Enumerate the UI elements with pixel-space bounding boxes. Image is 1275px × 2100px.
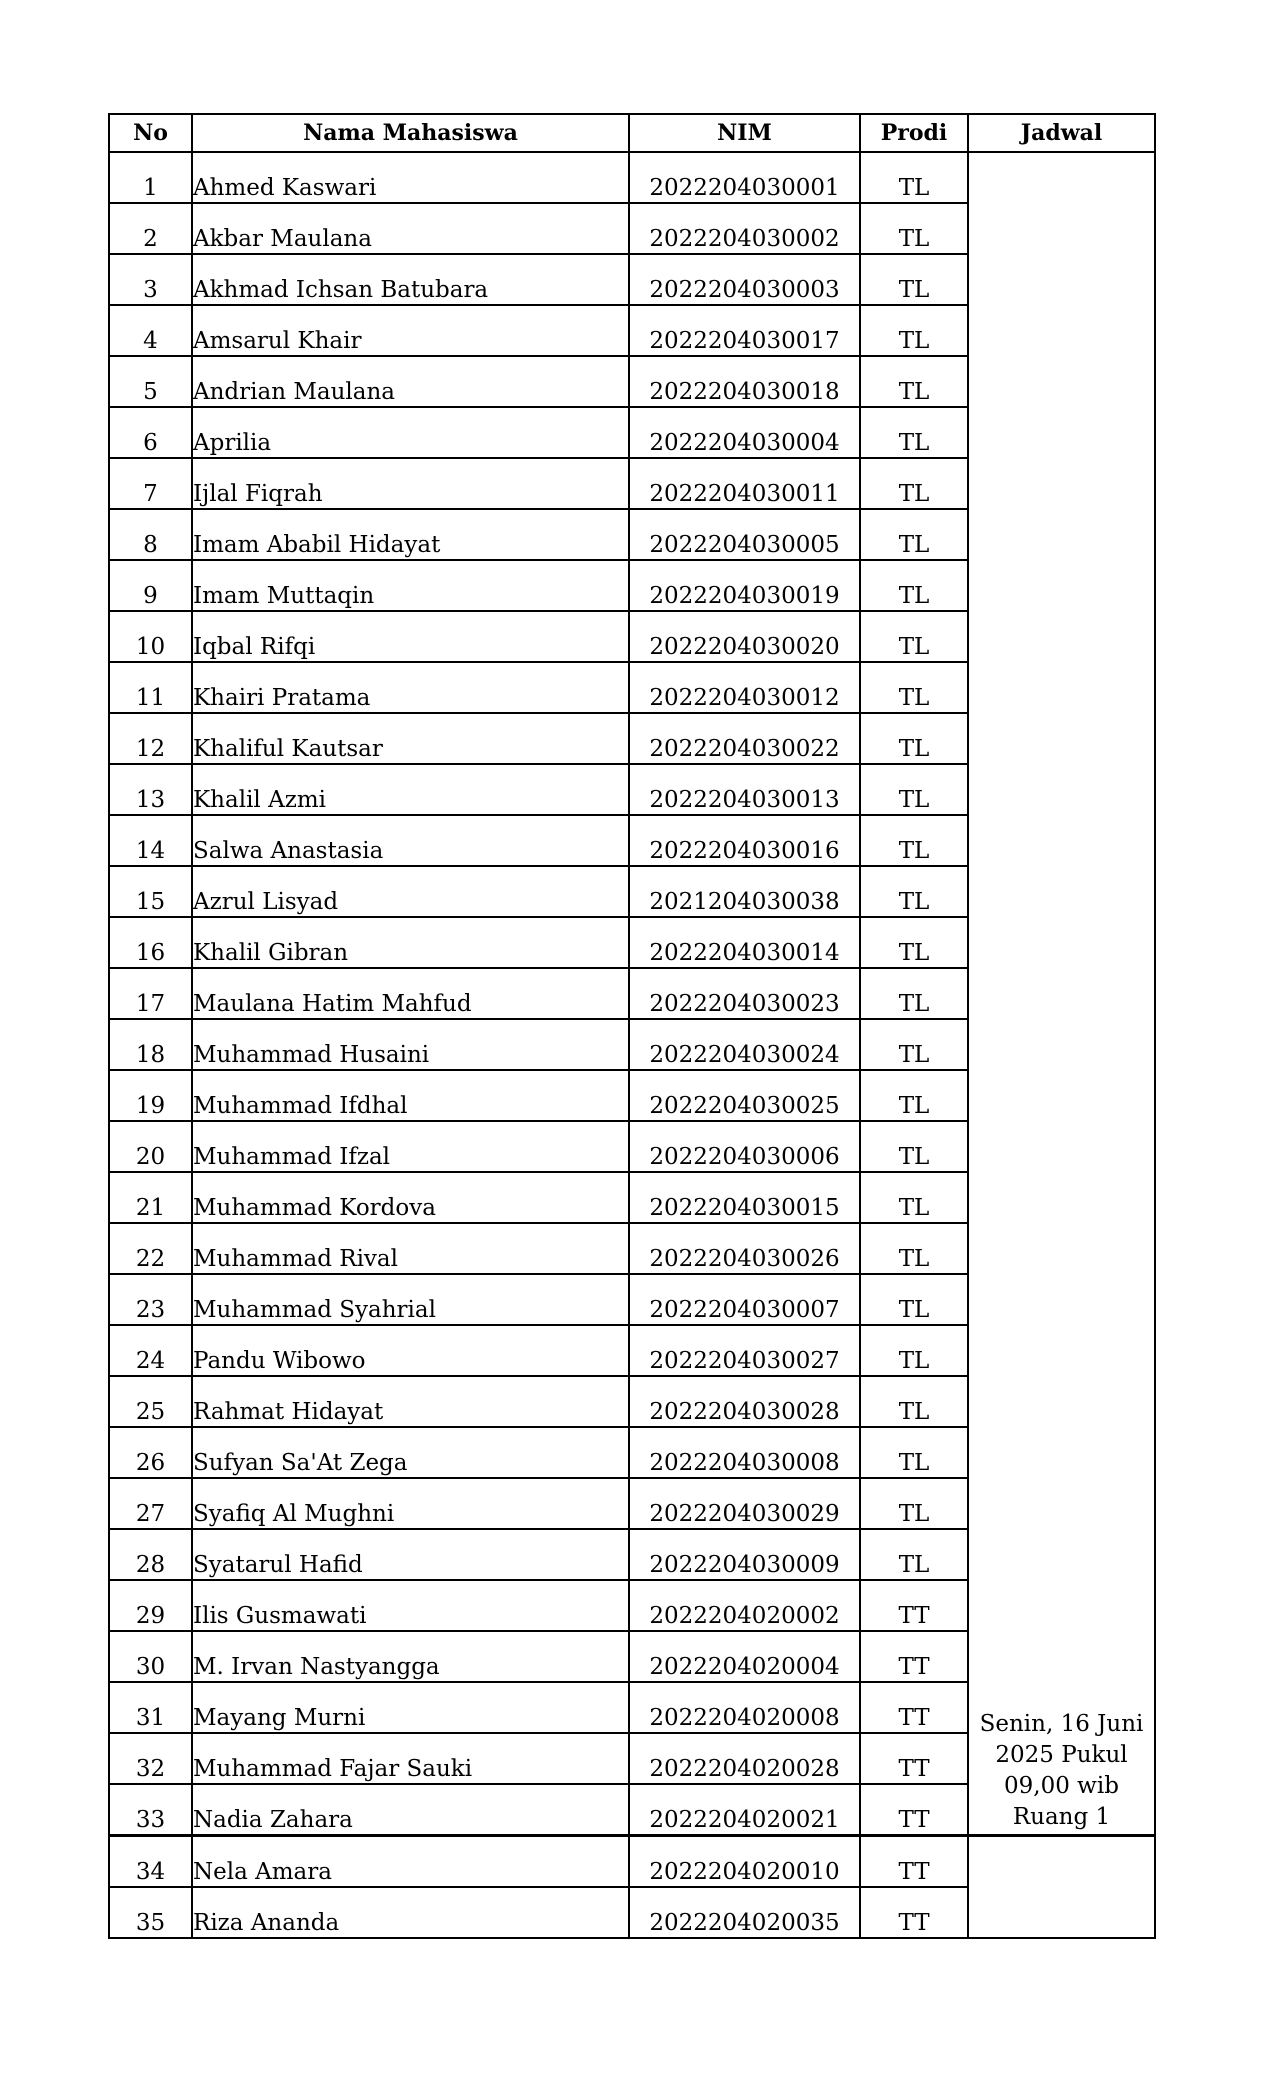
cell-nama: Syafiq Al Mughni [192, 1478, 629, 1529]
cell-nama: Pandu Wibowo [192, 1325, 629, 1376]
header-nim: NIM [629, 114, 860, 152]
cell-nama: Aprilia [192, 407, 629, 458]
cell-nim: 2022204030014 [629, 917, 860, 968]
cell-nim: 2022204030018 [629, 356, 860, 407]
table-row [109, 152, 1155, 203]
cell-no: 4 [109, 305, 192, 356]
cell-nama: Ilis Gusmawati [192, 1580, 629, 1631]
jadwal-line: 09,00 wib [1004, 1773, 1119, 1799]
cell-nama: Ijlal Fiqrah [192, 458, 629, 509]
cell-prodi: TL [860, 203, 968, 254]
cell-prodi: TL [860, 560, 968, 611]
cell-no: 27 [109, 1478, 192, 1529]
cell-prodi: TL [860, 713, 968, 764]
cell-nama: Akhmad Ichsan Batubara [192, 254, 629, 305]
cell-nama: Muhammad Husaini [192, 1019, 629, 1070]
table-body [109, 152, 1155, 1938]
cell-prodi: TL [860, 1529, 968, 1580]
cell-prodi: TL [860, 1427, 968, 1478]
cell-no: 26 [109, 1427, 192, 1478]
cell-nim: 2022204030011 [629, 458, 860, 509]
cell-no: 33 [109, 1784, 192, 1836]
cell-nim: 2022204030026 [629, 1223, 860, 1274]
cell-prodi: TL [860, 866, 968, 917]
cell-nama: Muhammad Ifzal [192, 1121, 629, 1172]
cell-nim: 2022204030008 [629, 1427, 860, 1478]
cell-prodi: TL [860, 1325, 968, 1376]
cell-nama: Imam Muttaqin [192, 560, 629, 611]
cell-prodi: TL [860, 1274, 968, 1325]
cell-prodi: TL [860, 1172, 968, 1223]
cell-nim: 2022204030025 [629, 1070, 860, 1121]
cell-nim: 2022204030029 [629, 1478, 860, 1529]
cell-nama: Khalil Azmi [192, 764, 629, 815]
cell-nama: Maulana Hatim Mahfud [192, 968, 629, 1019]
cell-prodi: TT [860, 1784, 968, 1836]
cell-prodi: TT [860, 1682, 968, 1733]
cell-prodi: TL [860, 917, 968, 968]
cell-nama: Ahmed Kaswari [192, 152, 629, 203]
cell-nama: Salwa Anastasia [192, 815, 629, 866]
cell-prodi: TL [860, 1070, 968, 1121]
cell-nama: Syatarul Hafid [192, 1529, 629, 1580]
cell-no: 11 [109, 662, 192, 713]
cell-no: 13 [109, 764, 192, 815]
cell-nim: 2022204030020 [629, 611, 860, 662]
cell-nim: 2022204030016 [629, 815, 860, 866]
cell-no: 10 [109, 611, 192, 662]
cell-prodi: TL [860, 509, 968, 560]
cell-nim: 2022204020010 [629, 1836, 860, 1888]
cell-no: 14 [109, 815, 192, 866]
cell-no: 7 [109, 458, 192, 509]
cell-no: 25 [109, 1376, 192, 1427]
cell-no: 21 [109, 1172, 192, 1223]
cell-prodi: TL [860, 1223, 968, 1274]
cell-prodi: TT [860, 1580, 968, 1631]
table-row [109, 1836, 1155, 1888]
cell-prodi: TL [860, 1019, 968, 1070]
cell-nama: Muhammad Syahrial [192, 1274, 629, 1325]
cell-no: 17 [109, 968, 192, 1019]
cell-jadwal [968, 152, 1155, 1836]
cell-nama: M. Irvan Nastyangga [192, 1631, 629, 1682]
cell-no: 24 [109, 1325, 192, 1376]
cell-prodi: TT [860, 1836, 968, 1888]
cell-nama: Mayang Murni [192, 1682, 629, 1733]
cell-no: 20 [109, 1121, 192, 1172]
cell-nim: 2022204030012 [629, 662, 860, 713]
cell-no: 2 [109, 203, 192, 254]
cell-no: 15 [109, 866, 192, 917]
header-nama: Nama Mahasiswa [192, 114, 629, 152]
cell-nim: 2022204030009 [629, 1529, 860, 1580]
cell-no: 34 [109, 1836, 192, 1888]
cell-no: 28 [109, 1529, 192, 1580]
cell-nim: 2022204030022 [629, 713, 860, 764]
cell-prodi: TL [860, 815, 968, 866]
cell-prodi: TL [860, 254, 968, 305]
jadwal-line: Senin, 16 Juni [979, 1711, 1144, 1737]
cell-prodi: TL [860, 407, 968, 458]
cell-nama: Rahmat Hidayat [192, 1376, 629, 1427]
cell-prodi: TT [860, 1733, 968, 1784]
header-row [109, 114, 1155, 152]
cell-no: 32 [109, 1733, 192, 1784]
cell-nim: 2022204020021 [629, 1784, 860, 1836]
cell-prodi: TL [860, 662, 968, 713]
cell-nama: Muhammad Kordova [192, 1172, 629, 1223]
cell-nama: Nadia Zahara [192, 1784, 629, 1836]
cell-no: 3 [109, 254, 192, 305]
cell-no: 35 [109, 1887, 192, 1938]
cell-no: 6 [109, 407, 192, 458]
cell-nim: 2022204020004 [629, 1631, 860, 1682]
cell-no: 23 [109, 1274, 192, 1325]
cell-nama: Muhammad Fajar Sauki [192, 1733, 629, 1784]
cell-nama: Muhammad Rival [192, 1223, 629, 1274]
cell-nim: 2022204030024 [629, 1019, 860, 1070]
cell-nim: 2022204020028 [629, 1733, 860, 1784]
cell-nim: 2022204020002 [629, 1580, 860, 1631]
cell-prodi: TT [860, 1887, 968, 1938]
cell-prodi: TL [860, 152, 968, 203]
cell-nim: 2022204030006 [629, 1121, 860, 1172]
cell-nim: 2022204020035 [629, 1887, 860, 1938]
jadwal-line: 2025 Pukul [995, 1742, 1128, 1768]
cell-nim: 2022204030017 [629, 305, 860, 356]
cell-prodi: TL [860, 1121, 968, 1172]
cell-prodi: TL [860, 611, 968, 662]
cell-prodi: TT [860, 1631, 968, 1682]
cell-nama: Andrian Maulana [192, 356, 629, 407]
cell-no: 1 [109, 152, 192, 203]
cell-prodi: TL [860, 356, 968, 407]
jadwal-line: Ruang 1 [1012, 1804, 1111, 1830]
cell-nama: Akbar Maulana [192, 203, 629, 254]
cell-nama: Khairi Pratama [192, 662, 629, 713]
cell-nim: 2022204030003 [629, 254, 860, 305]
cell-no: 31 [109, 1682, 192, 1733]
cell-nim: 2022204020008 [629, 1682, 860, 1733]
cell-nim: 2022204030004 [629, 407, 860, 458]
cell-jadwal-empty [968, 1836, 1155, 1939]
cell-prodi: TL [860, 458, 968, 509]
cell-no: 29 [109, 1580, 192, 1631]
cell-nim: 2022204030007 [629, 1274, 860, 1325]
cell-nim: 2022204030001 [629, 152, 860, 203]
cell-nama: Azrul Lisyad [192, 866, 629, 917]
cell-nim: 2021204030038 [629, 866, 860, 917]
cell-nama: Imam Ababil Hidayat [192, 509, 629, 560]
cell-prodi: TL [860, 1376, 968, 1427]
cell-nama: Iqbal Rifqi [192, 611, 629, 662]
cell-nim: 2022204030002 [629, 203, 860, 254]
student-schedule-table [108, 113, 1156, 1939]
cell-nama: Muhammad Ifdhal [192, 1070, 629, 1121]
cell-nim: 2022204030015 [629, 1172, 860, 1223]
cell-nim: 2022204030019 [629, 560, 860, 611]
cell-no: 19 [109, 1070, 192, 1121]
cell-nama: Amsarul Khair [192, 305, 629, 356]
cell-nama: Nela Amara [192, 1836, 629, 1888]
cell-nama: Riza Ananda [192, 1887, 629, 1938]
cell-no: 5 [109, 356, 192, 407]
cell-nama: Sufyan Sa'At Zega [192, 1427, 629, 1478]
cell-nim: 2022204030027 [629, 1325, 860, 1376]
cell-nim: 2022204030023 [629, 968, 860, 1019]
cell-no: 30 [109, 1631, 192, 1682]
cell-nim: 2022204030005 [629, 509, 860, 560]
cell-prodi: TL [860, 968, 968, 1019]
cell-prodi: TL [860, 1478, 968, 1529]
cell-prodi: TL [860, 764, 968, 815]
cell-no: 16 [109, 917, 192, 968]
cell-no: 9 [109, 560, 192, 611]
cell-prodi: TL [860, 305, 968, 356]
header-no: No [109, 114, 192, 152]
cell-nim: 2022204030013 [629, 764, 860, 815]
header-jadwal: Jadwal [968, 114, 1155, 152]
cell-nama: Khaliful Kautsar [192, 713, 629, 764]
cell-no: 22 [109, 1223, 192, 1274]
cell-nama: Khalil Gibran [192, 917, 629, 968]
cell-nim: 2022204030028 [629, 1376, 860, 1427]
table-header [109, 114, 1155, 152]
cell-no: 12 [109, 713, 192, 764]
cell-no: 18 [109, 1019, 192, 1070]
header-prodi: Prodi [860, 114, 968, 152]
cell-no: 8 [109, 509, 192, 560]
